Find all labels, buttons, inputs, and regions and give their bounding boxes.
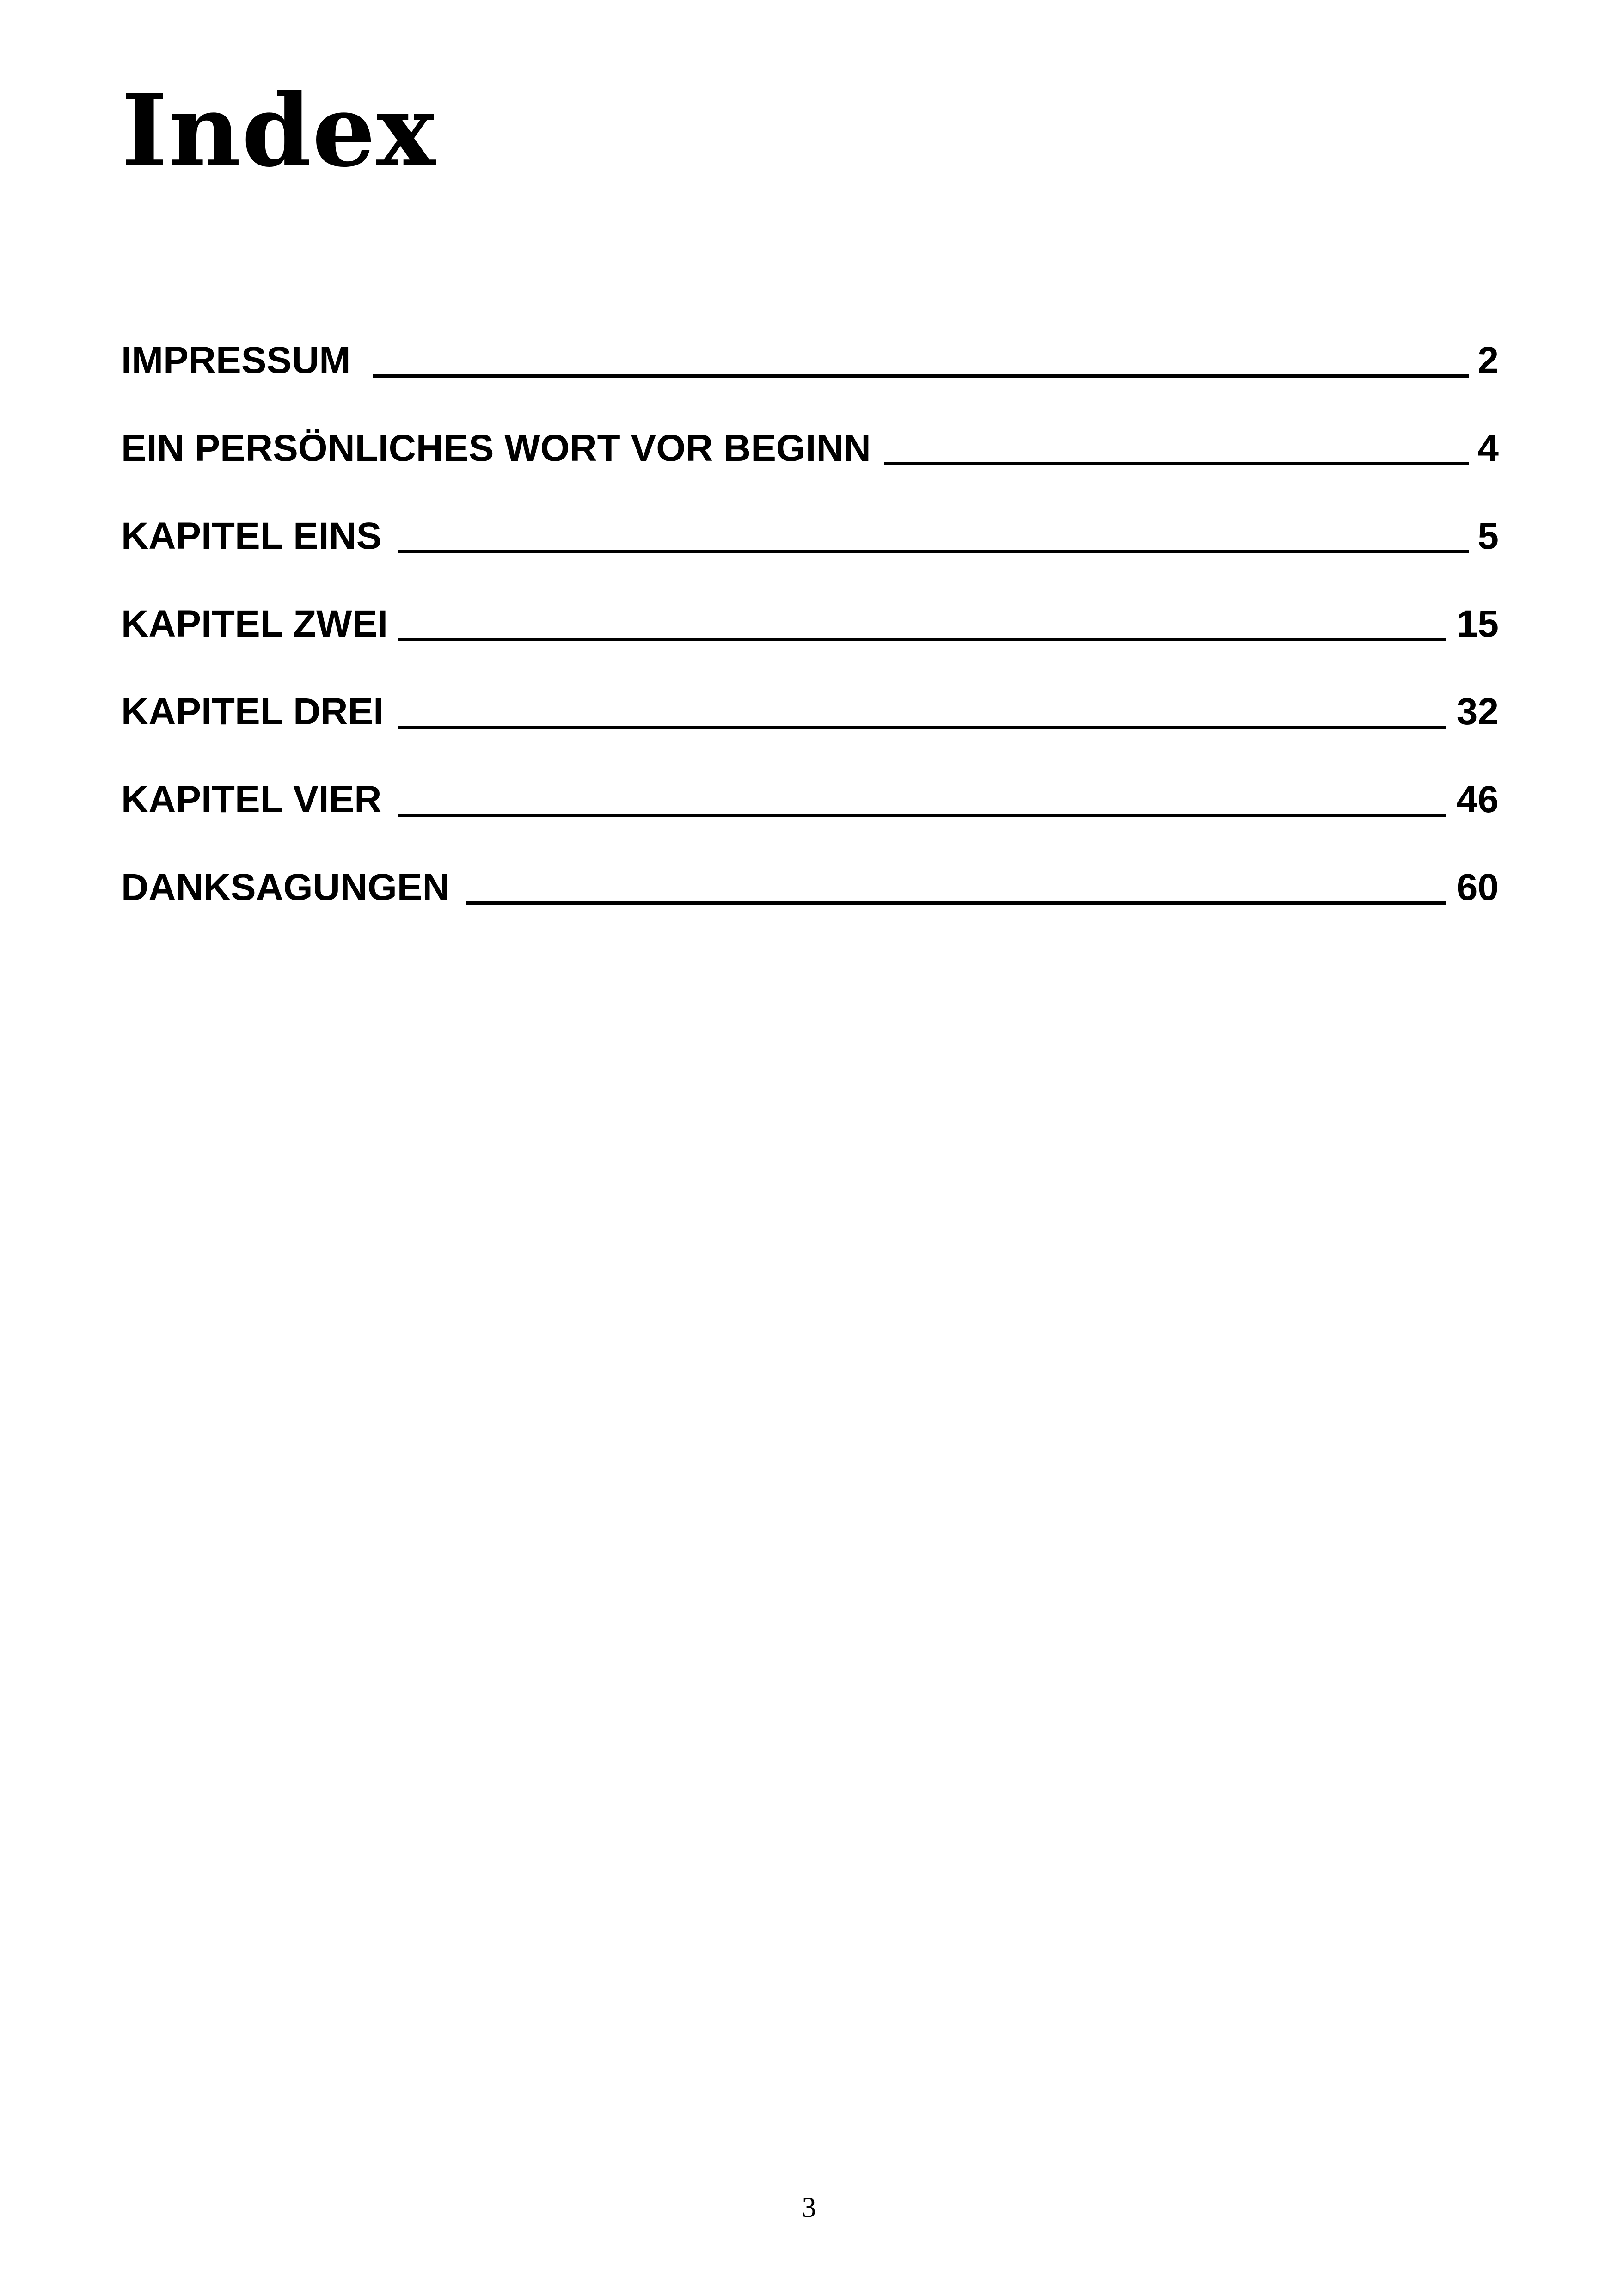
toc-entry-kapitel-zwei[interactable]: [121, 596, 1499, 652]
page-number: 3: [802, 2192, 816, 2223]
toc-entry-impressum[interactable]: [121, 333, 1499, 388]
toc-entry-kapitel-vier[interactable]: [121, 772, 1499, 827]
toc-entry-label: DANKSAGUNGEN: [121, 866, 450, 908]
toc-entry-label: EIN PERSÖNLICHES WORT VOR BEGINN: [121, 427, 871, 469]
toc-leader-line: [884, 421, 1469, 465]
toc-leader-line: [466, 860, 1446, 905]
toc-leader-line: [373, 333, 1469, 378]
toc-entry-danksagungen[interactable]: [121, 860, 1499, 915]
toc-entry-kapitel-drei[interactable]: [121, 684, 1499, 740]
toc-entry-page: 15: [1456, 603, 1499, 645]
toc-entry-page: 60: [1456, 866, 1499, 908]
toc-leader-line: [398, 596, 1446, 641]
toc-entry-page: 5: [1477, 515, 1499, 557]
page-title: Index: [121, 72, 437, 189]
toc-entry-page: 4: [1477, 427, 1499, 469]
toc-entry-page: 46: [1456, 778, 1499, 820]
toc-entry-label: KAPITEL DREI: [121, 691, 384, 733]
toc-leader-line: [398, 684, 1446, 729]
toc-entry-page: 2: [1477, 339, 1499, 381]
toc-entry-kapitel-eins[interactable]: [121, 508, 1499, 564]
toc-entry-persoenliches-wort[interactable]: [121, 421, 1499, 476]
toc-leader-line: [398, 508, 1469, 553]
toc-entry-label: IMPRESSUM: [121, 339, 351, 381]
toc-entry-label: KAPITEL EINS: [121, 515, 382, 557]
toc-entry-page: 32: [1456, 691, 1499, 733]
toc-entry-label: KAPITEL VIER: [121, 778, 382, 820]
toc-leader-line: [398, 772, 1446, 817]
toc-entry-label: KAPITEL ZWEI: [121, 603, 388, 645]
